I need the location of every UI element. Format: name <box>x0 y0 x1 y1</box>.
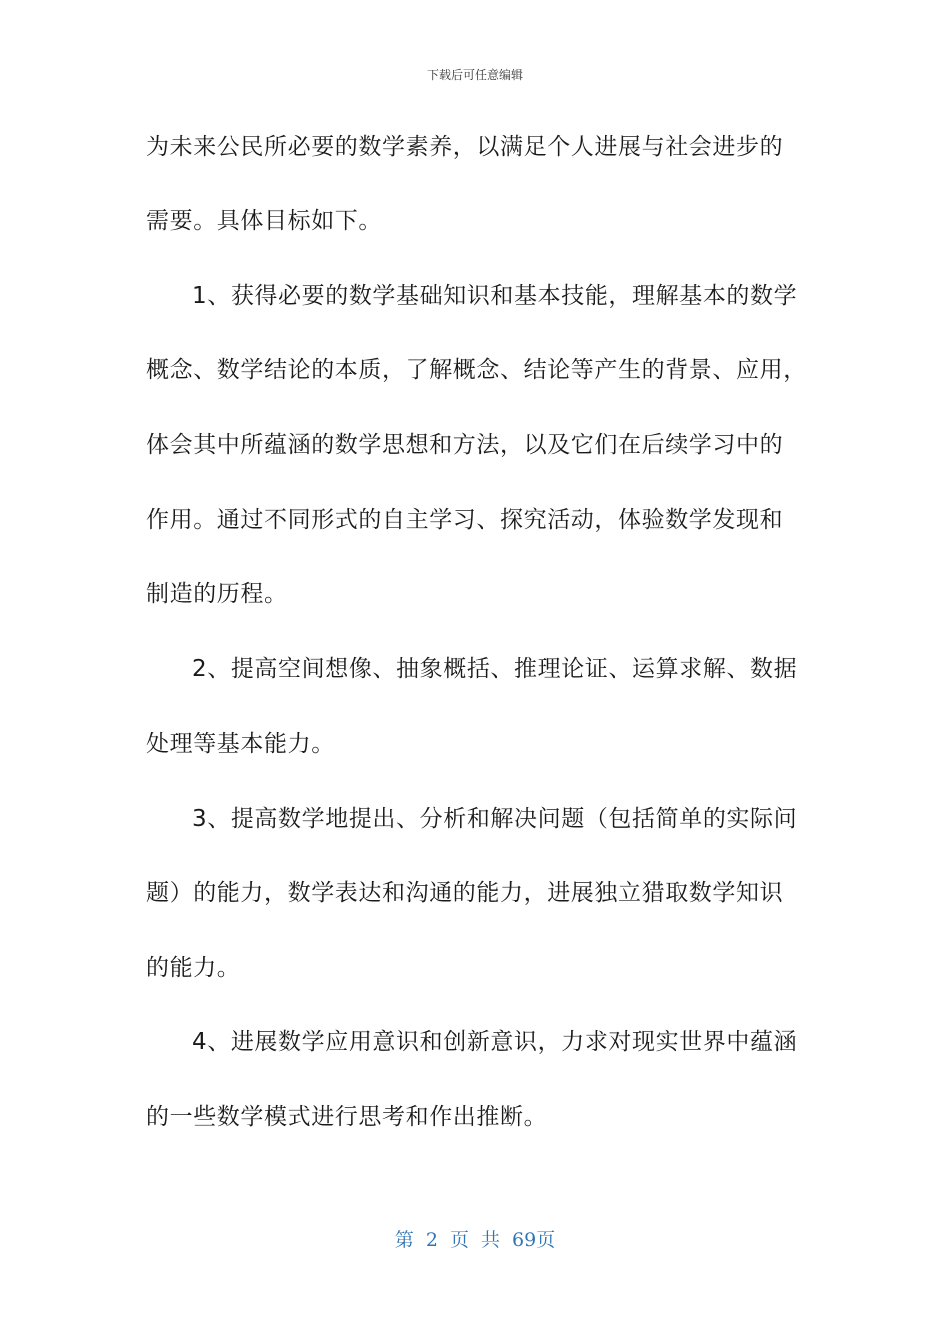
body-line: 需要。具体目标如下。 <box>146 208 382 234</box>
body-line: 概念、数学结论的本质，了解概念、结论等产生的背景、应用， <box>146 357 807 383</box>
header-note: 下载后可任意编辑 <box>426 68 523 82</box>
body-line: 为未来公民所必要的数学素养，以满足个人进展与社会进步的 <box>146 134 784 160</box>
body-line: 作用。通过不同形式的自主学习、探究活动，体验数学发现和 <box>146 507 784 533</box>
body-line: 处理等基本能力。 <box>146 731 335 757</box>
body-line: 2、提高空间想像、抽象概括、推理论证、运算求解、数据 <box>192 656 798 682</box>
body-line: 制造的历程。 <box>146 581 288 607</box>
body-line: 1、获得必要的数学基础知识和基本技能，理解基本的数学 <box>192 283 798 309</box>
body-line: 3、提高数学地提出、分析和解决问题（包括简单的实际问 <box>192 806 798 832</box>
body-line: 的一些数学模式进行思考和作出推断。 <box>146 1104 548 1130</box>
body-line: 的能力。 <box>146 955 241 981</box>
body-line: 题）的能力，数学表达和沟通的能力，进展独立猎取数学知识 <box>146 880 784 906</box>
body-line: 4、进展数学应用意识和创新意识，力求对现实世界中蕴涵 <box>192 1029 798 1055</box>
page-number: 第 2 页 共 69页 <box>394 1229 556 1251</box>
body-line: 体会其中所蕴涵的数学思想和方法，以及它们在后续学习中的 <box>146 432 784 458</box>
